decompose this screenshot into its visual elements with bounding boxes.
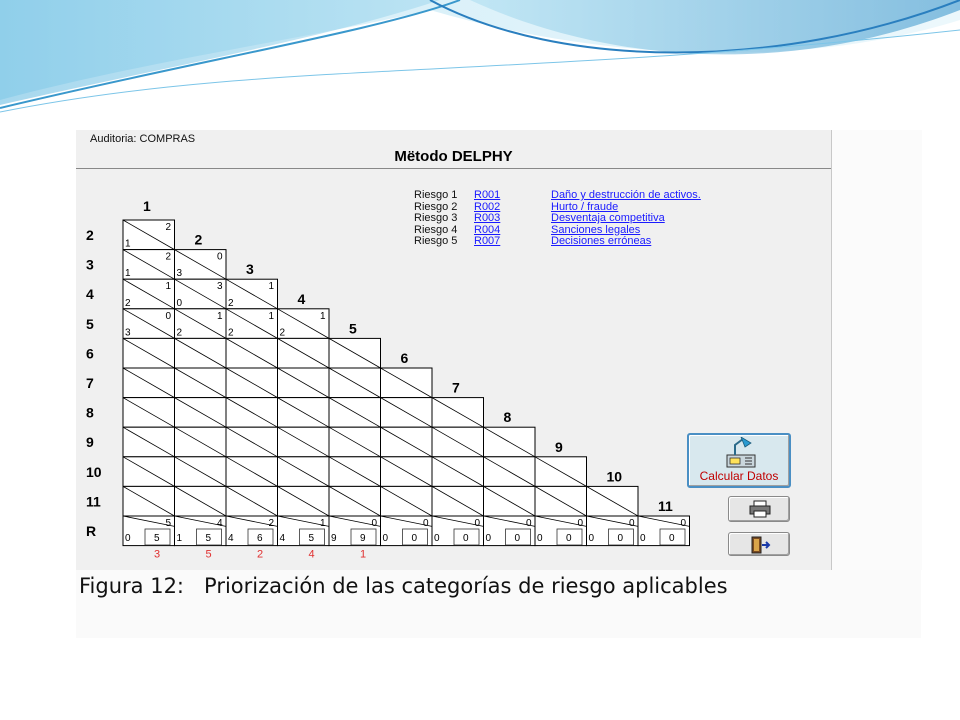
risk-description-link[interactable]: Sanciones legales [551, 223, 641, 236]
risk-code-link[interactable]: R003 [474, 212, 501, 224]
row-label: 5 [86, 315, 94, 332]
cell-top-value: 1 [268, 281, 275, 293]
r-total-value: 0 [411, 533, 418, 544]
r-bottom-value: 1 [176, 533, 183, 544]
priority-rank: 1 [360, 548, 367, 561]
cell-bottom-value: 3 [125, 327, 131, 339]
printer-icon [749, 500, 771, 518]
r-bottom-value: 0 [588, 533, 595, 544]
r-bottom-value: 9 [331, 533, 337, 544]
row-label: 3 [86, 256, 94, 273]
row-label: 2 [86, 227, 94, 243]
row-label: 7 [86, 375, 94, 391]
priority-rank: 3 [154, 548, 161, 561]
r-top-value: 0 [629, 518, 635, 529]
cell-top-value: 0 [165, 310, 172, 322]
r-total-value: 0 [566, 533, 572, 544]
cell-bottom-value: 2 [228, 297, 234, 309]
r-top-value: 0 [371, 518, 378, 529]
cell-bottom-value: 2 [279, 327, 286, 339]
calcular-datos-button[interactable] [687, 433, 791, 488]
risk-description-link[interactable]: Daño y destrucción de activos. [551, 189, 701, 201]
r-total-value: 0 [617, 533, 624, 544]
cell-top-value: 1 [217, 310, 223, 322]
row-label: 9 [86, 434, 94, 451]
r-top-value: 1 [320, 518, 326, 529]
cell-bottom-value: 2 [228, 327, 234, 339]
column-label: 10 [606, 468, 623, 485]
r-total-value: 5 [205, 533, 212, 544]
risk-description-link[interactable]: Decisiones erróneas [551, 235, 652, 247]
cell-bottom-value: 3 [176, 268, 183, 280]
column-label: 2 [194, 231, 203, 248]
row-label: 4 [86, 286, 94, 303]
cell-top-value: 1 [165, 281, 172, 293]
risk-label: Riesgo 1 [414, 189, 458, 201]
column-label: 5 [349, 320, 357, 337]
risk-description-link[interactable]: Hurto / fraude [551, 200, 619, 213]
r-top-value: 5 [165, 518, 172, 529]
risk-description-link[interactable]: Desventaja competitiva [551, 212, 665, 224]
cell-top-value: 0 [217, 251, 223, 263]
row-label: 11 [86, 493, 101, 510]
risk-code-link[interactable]: R007 [474, 235, 501, 247]
r-total-value: 0 [463, 533, 469, 544]
cell-top-value: 1 [268, 310, 275, 322]
risk-code-link[interactable]: R004 [474, 223, 501, 236]
risk-label: Riesgo 2 [414, 200, 458, 213]
calcular-datos-label: Calcular Datos [699, 469, 779, 483]
cell-bottom-value: 2 [125, 297, 131, 309]
column-label: 4 [297, 290, 306, 307]
cell-top-value: 1 [320, 310, 326, 322]
column-label: 8 [503, 409, 512, 426]
r-bottom-value: 0 [640, 533, 646, 544]
delphy-window [76, 130, 832, 570]
r-total-value: 9 [360, 533, 366, 544]
column-label: 6 [400, 350, 409, 366]
r-bottom-value: 4 [228, 533, 234, 544]
exit-door-icon [749, 536, 771, 554]
priority-rank: 5 [205, 548, 212, 561]
r-top-value: 0 [577, 518, 584, 529]
r-top-value: 0 [474, 518, 481, 529]
risk-label: Riesgo 3 [414, 212, 458, 224]
r-bottom-value: 4 [279, 533, 286, 544]
row-label: 8 [86, 404, 94, 421]
column-label: 3 [246, 261, 254, 278]
r-bottom-value: 0 [434, 533, 440, 544]
cell-bottom-value: 0 [176, 297, 183, 309]
priority-rank: 4 [308, 548, 315, 561]
r-total-value: 5 [154, 533, 160, 544]
r-bottom-value: 0 [485, 533, 492, 544]
figure-caption: Figura 12: Priorización de las categorías de riesgo aplicables [79, 574, 728, 598]
r-top-value: 4 [217, 518, 223, 529]
r-bottom-value: 0 [125, 533, 131, 544]
panel-margin [832, 130, 922, 570]
cell-top-value: 3 [217, 281, 223, 293]
cell-top-value: 2 [165, 222, 172, 233]
exit-button[interactable] [728, 532, 790, 556]
r-bottom-value: 0 [382, 533, 389, 544]
row-label: 10 [86, 463, 102, 480]
cell-top-value: 2 [165, 251, 172, 263]
r-top-value: 0 [526, 518, 532, 529]
risk-code-link[interactable]: R001 [474, 189, 501, 201]
r-total-value: 0 [669, 533, 675, 544]
column-label: 7 [452, 379, 460, 396]
row-label: R [86, 523, 97, 539]
column-label: 9 [555, 438, 563, 455]
r-total-value: 6 [257, 533, 263, 544]
r-bottom-value: 0 [537, 533, 543, 544]
priority-rank: 2 [257, 548, 264, 561]
cell-bottom-value: 1 [125, 268, 131, 280]
r-total-value: 0 [514, 533, 521, 544]
column-label: 1 [143, 198, 151, 214]
r-top-value: 2 [268, 518, 275, 529]
audit-label: Auditoria: COMPRAS [90, 133, 196, 145]
print-button[interactable] [728, 496, 790, 522]
risk-label: Riesgo 4 [414, 223, 458, 236]
r-top-value: 0 [680, 518, 687, 529]
cell-bottom-value: 1 [125, 238, 131, 250]
header-wave-decoration [0, 0, 960, 130]
r-top-value: 0 [423, 518, 429, 529]
r-total-value: 5 [308, 533, 315, 544]
column-label: 11 [658, 498, 673, 514]
window-title: Mëtodo DELPHY [394, 148, 513, 165]
cell-bottom-value: 2 [176, 327, 183, 339]
risk-label: Riesgo 5 [414, 235, 458, 247]
title-divider [76, 168, 831, 169]
risk-code-link[interactable]: R002 [474, 200, 501, 213]
row-label: 6 [86, 345, 94, 362]
calculator-lamp-icon [721, 437, 761, 471]
